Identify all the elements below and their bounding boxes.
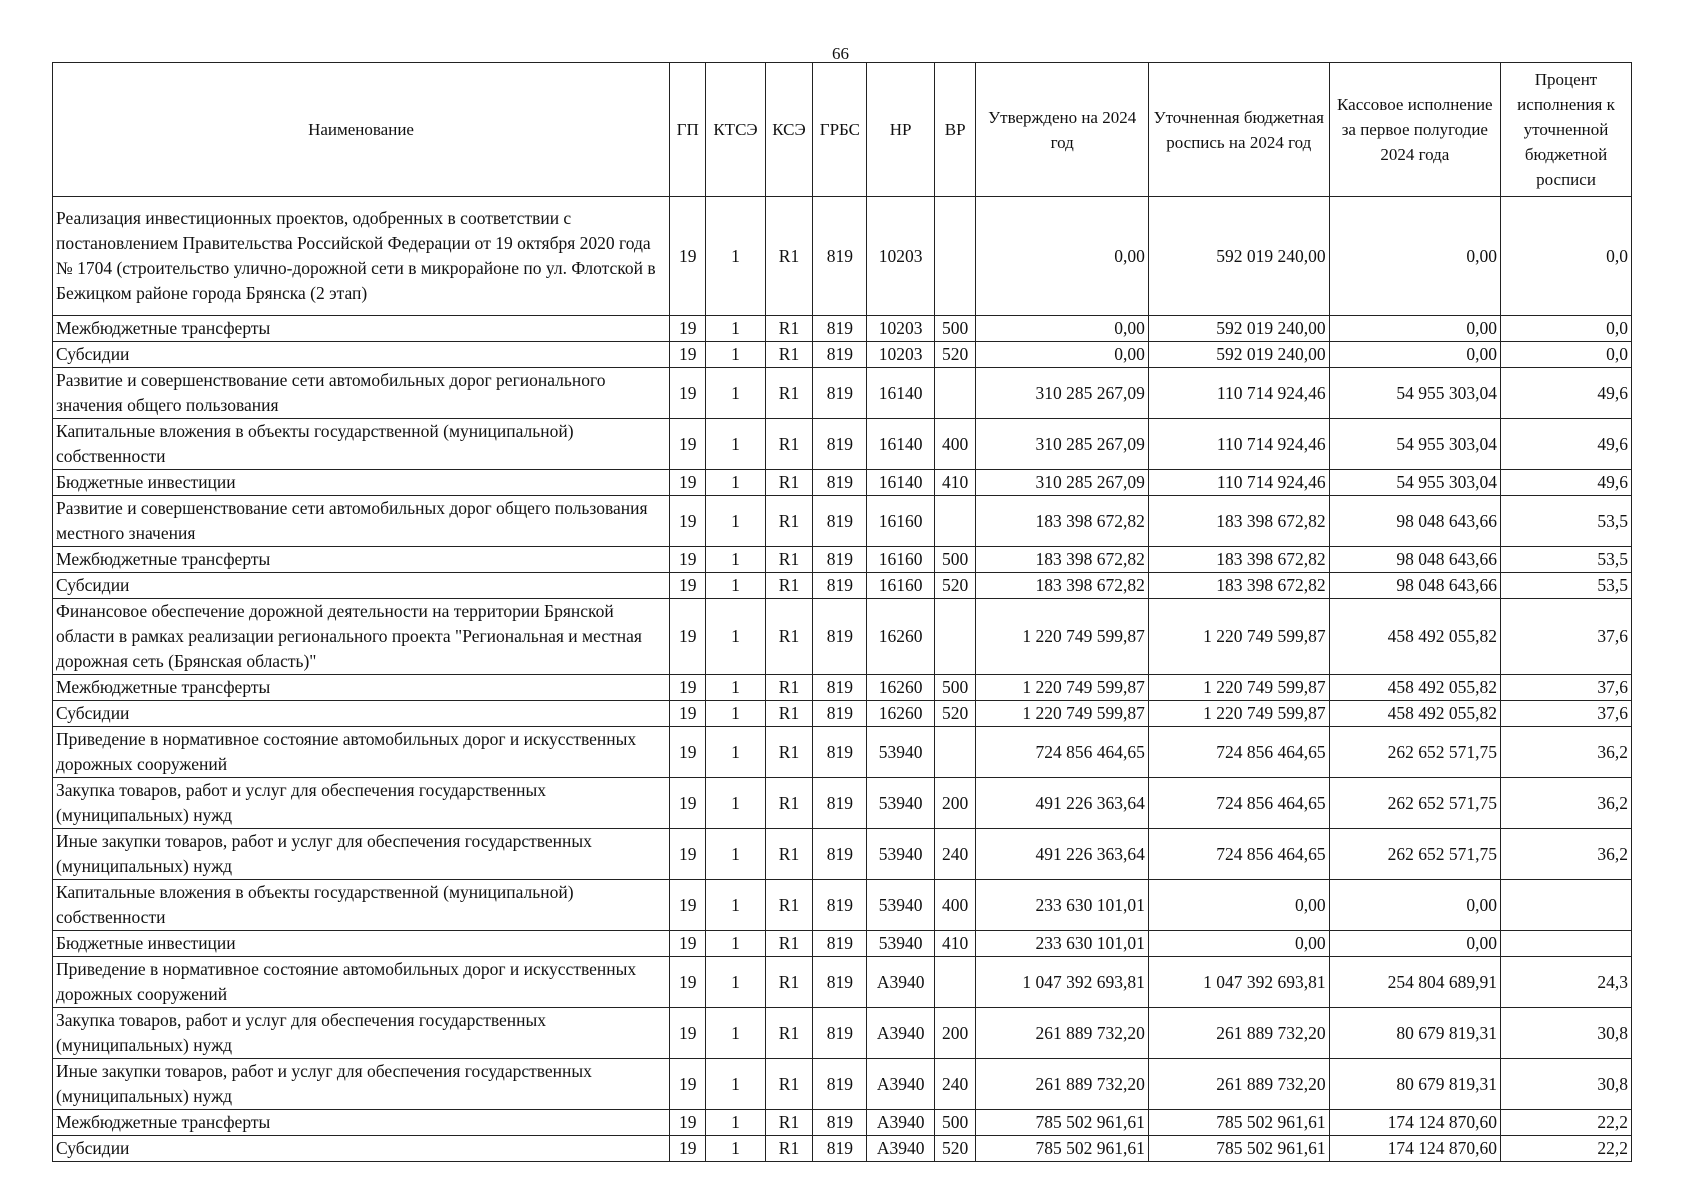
cell-ktse: 1	[706, 197, 765, 316]
cell-vr: 500	[934, 316, 976, 342]
cell-refined: 1 047 392 693,81	[1148, 957, 1329, 1008]
cell-percent: 0,0	[1501, 342, 1632, 368]
cell-refined: 0,00	[1148, 880, 1329, 931]
cell-name: Развитие и совершенствование сети автомобильных дорог общего пользования местного значения	[53, 496, 670, 547]
cell-kse: R1	[765, 1110, 813, 1136]
cell-vr: 500	[934, 675, 976, 701]
cell-gp: 19	[670, 829, 706, 880]
cell-gp: 19	[670, 547, 706, 573]
table-row	[53, 931, 1632, 957]
cell-kse: R1	[765, 368, 813, 419]
cell-nr: А3940	[867, 1059, 935, 1110]
cell-cash: 458 492 055,82	[1329, 675, 1500, 701]
table-row	[53, 1136, 1632, 1162]
table-body	[53, 197, 1632, 1162]
cell-refined: 592 019 240,00	[1148, 197, 1329, 316]
table-row	[53, 675, 1632, 701]
cell-kse: R1	[765, 880, 813, 931]
cell-kse: R1	[765, 727, 813, 778]
cell-ktse: 1	[706, 701, 765, 727]
table-row	[53, 701, 1632, 727]
cell-refined: 110 714 924,46	[1148, 470, 1329, 496]
cell-grbs: 819	[813, 1008, 867, 1059]
cell-nr: 53940	[867, 829, 935, 880]
cell-grbs: 819	[813, 368, 867, 419]
cell-cash: 54 955 303,04	[1329, 419, 1500, 470]
cell-ktse: 1	[706, 1110, 765, 1136]
cell-vr	[934, 496, 976, 547]
table-row	[53, 727, 1632, 778]
cell-nr: А3940	[867, 957, 935, 1008]
cell-grbs: 819	[813, 197, 867, 316]
header-ktse: КТСЭ	[706, 63, 765, 197]
cell-gp: 19	[670, 701, 706, 727]
cell-nr: 53940	[867, 880, 935, 931]
cell-nr: А3940	[867, 1110, 935, 1136]
cell-name: Межбюджетные трансферты	[53, 675, 670, 701]
cell-gp: 19	[670, 342, 706, 368]
cell-cash: 98 048 643,66	[1329, 496, 1500, 547]
cell-name: Субсидии	[53, 573, 670, 599]
cell-cash: 262 652 571,75	[1329, 778, 1500, 829]
cell-grbs: 819	[813, 880, 867, 931]
cell-ktse: 1	[706, 1008, 765, 1059]
cell-percent	[1501, 931, 1632, 957]
cell-grbs: 819	[813, 701, 867, 727]
cell-kse: R1	[765, 316, 813, 342]
cell-percent: 53,5	[1501, 547, 1632, 573]
cell-name: Развитие и совершенствование сети автомобильных дорог регионального значения общего пользования	[53, 368, 670, 419]
cell-cash: 54 955 303,04	[1329, 368, 1500, 419]
cell-refined: 183 398 672,82	[1148, 573, 1329, 599]
cell-kse: R1	[765, 496, 813, 547]
cell-approved: 233 630 101,01	[976, 931, 1148, 957]
table-row	[53, 829, 1632, 880]
cell-gp: 19	[670, 675, 706, 701]
cell-grbs: 819	[813, 496, 867, 547]
cell-ktse: 1	[706, 599, 765, 675]
cell-vr: 200	[934, 1008, 976, 1059]
cell-gp: 19	[670, 1008, 706, 1059]
cell-ktse: 1	[706, 1136, 765, 1162]
cell-vr: 400	[934, 419, 976, 470]
cell-gp: 19	[670, 470, 706, 496]
cell-refined: 110 714 924,46	[1148, 368, 1329, 419]
cell-name: Капитальные вложения в объекты государственной (муниципальной) собственности	[53, 880, 670, 931]
cell-approved: 310 285 267,09	[976, 470, 1148, 496]
cell-vr: 520	[934, 342, 976, 368]
cell-refined: 1 220 749 599,87	[1148, 701, 1329, 727]
cell-cash: 0,00	[1329, 931, 1500, 957]
cell-kse: R1	[765, 547, 813, 573]
cell-gp: 19	[670, 880, 706, 931]
page-number: 66	[832, 44, 849, 63]
cell-approved: 183 398 672,82	[976, 573, 1148, 599]
cell-name: Иные закупки товаров, работ и услуг для обеспечения государственных (муниципальных) нужд	[53, 829, 670, 880]
cell-name: Приведение в нормативное состояние автомобильных дорог и искусственных дорожных сооружений	[53, 957, 670, 1008]
cell-approved: 261 889 732,20	[976, 1008, 1148, 1059]
cell-name: Закупка товаров, работ и услуг для обеспечения государственных (муниципальных) нужд	[53, 1008, 670, 1059]
cell-kse: R1	[765, 931, 813, 957]
cell-ktse: 1	[706, 829, 765, 880]
cell-vr: 410	[934, 931, 976, 957]
cell-ktse: 1	[706, 931, 765, 957]
cell-gp: 19	[670, 727, 706, 778]
cell-approved: 724 856 464,65	[976, 727, 1148, 778]
cell-name: Финансовое обеспечение дорожной деятельности на территории Брянской области в рамках реализации регионального проекта "Региональная и местная дорожная сеть (Брянская область)"	[53, 599, 670, 675]
cell-percent: 53,5	[1501, 496, 1632, 547]
cell-name: Межбюджетные трансферты	[53, 316, 670, 342]
cell-vr: 520	[934, 573, 976, 599]
cell-nr: 16140	[867, 419, 935, 470]
cell-ktse: 1	[706, 573, 765, 599]
cell-percent: 49,6	[1501, 419, 1632, 470]
cell-gp: 19	[670, 419, 706, 470]
cell-cash: 458 492 055,82	[1329, 701, 1500, 727]
cell-ktse: 1	[706, 727, 765, 778]
cell-vr: 240	[934, 829, 976, 880]
table-row	[53, 368, 1632, 419]
budget-table	[52, 62, 1632, 1162]
cell-kse: R1	[765, 829, 813, 880]
cell-percent: 22,2	[1501, 1136, 1632, 1162]
cell-cash: 54 955 303,04	[1329, 470, 1500, 496]
cell-grbs: 819	[813, 675, 867, 701]
cell-grbs: 819	[813, 1136, 867, 1162]
cell-kse: R1	[765, 957, 813, 1008]
cell-grbs: 819	[813, 1059, 867, 1110]
cell-name: Закупка товаров, работ и услуг для обеспечения государственных (муниципальных) нужд	[53, 778, 670, 829]
cell-approved: 261 889 732,20	[976, 1059, 1148, 1110]
cell-grbs: 819	[813, 599, 867, 675]
cell-cash: 98 048 643,66	[1329, 573, 1500, 599]
cell-grbs: 819	[813, 316, 867, 342]
cell-kse: R1	[765, 599, 813, 675]
cell-name: Межбюджетные трансферты	[53, 547, 670, 573]
cell-approved: 785 502 961,61	[976, 1136, 1148, 1162]
cell-grbs: 819	[813, 829, 867, 880]
cell-percent: 36,2	[1501, 727, 1632, 778]
header-nr: НР	[867, 63, 935, 197]
cell-vr: 400	[934, 880, 976, 931]
header-grbs: ГРБС	[813, 63, 867, 197]
cell-grbs: 819	[813, 419, 867, 470]
cell-grbs: 819	[813, 342, 867, 368]
cell-ktse: 1	[706, 496, 765, 547]
cell-gp: 19	[670, 316, 706, 342]
table-row	[53, 547, 1632, 573]
cell-approved: 0,00	[976, 197, 1148, 316]
cell-cash: 0,00	[1329, 197, 1500, 316]
cell-ktse: 1	[706, 880, 765, 931]
cell-gp: 19	[670, 1136, 706, 1162]
cell-vr: 500	[934, 1110, 976, 1136]
cell-refined: 592 019 240,00	[1148, 316, 1329, 342]
table-row	[53, 1110, 1632, 1136]
cell-nr: 16140	[867, 470, 935, 496]
cell-percent: 36,2	[1501, 829, 1632, 880]
cell-kse: R1	[765, 1136, 813, 1162]
cell-refined: 183 398 672,82	[1148, 496, 1329, 547]
cell-vr: 240	[934, 1059, 976, 1110]
cell-name: Межбюджетные трансферты	[53, 1110, 670, 1136]
cell-vr	[934, 599, 976, 675]
cell-kse: R1	[765, 470, 813, 496]
cell-percent: 0,0	[1501, 316, 1632, 342]
cell-refined: 1 220 749 599,87	[1148, 599, 1329, 675]
header-percent: Процент исполнения к уточненной бюджетной росписи	[1501, 63, 1632, 197]
cell-kse: R1	[765, 1008, 813, 1059]
cell-percent: 0,0	[1501, 197, 1632, 316]
cell-gp: 19	[670, 573, 706, 599]
cell-cash: 80 679 819,31	[1329, 1059, 1500, 1110]
table-row	[53, 599, 1632, 675]
cell-kse: R1	[765, 197, 813, 316]
cell-nr: 16260	[867, 675, 935, 701]
cell-name: Иные закупки товаров, работ и услуг для обеспечения государственных (муниципальных) нужд	[53, 1059, 670, 1110]
cell-nr: А3940	[867, 1008, 935, 1059]
cell-approved: 183 398 672,82	[976, 496, 1148, 547]
cell-approved: 183 398 672,82	[976, 547, 1148, 573]
cell-vr: 500	[934, 547, 976, 573]
cell-refined: 724 856 464,65	[1148, 829, 1329, 880]
cell-nr: 10203	[867, 342, 935, 368]
cell-vr: 200	[934, 778, 976, 829]
cell-grbs: 819	[813, 1110, 867, 1136]
cell-refined: 183 398 672,82	[1148, 547, 1329, 573]
table-row	[53, 957, 1632, 1008]
table-header	[53, 63, 1632, 197]
cell-cash: 174 124 870,60	[1329, 1110, 1500, 1136]
header-name: Наименование	[53, 63, 670, 197]
cell-name: Бюджетные инвестиции	[53, 470, 670, 496]
table-row	[53, 197, 1632, 316]
cell-name: Бюджетные инвестиции	[53, 931, 670, 957]
header-cash: Кассовое исполнение за первое полугодие 2024 года	[1329, 63, 1500, 197]
cell-ktse: 1	[706, 957, 765, 1008]
cell-gp: 19	[670, 957, 706, 1008]
header-approved: Утверждено на 2024 год	[976, 63, 1148, 197]
header-vr: ВР	[934, 63, 976, 197]
cell-refined: 261 889 732,20	[1148, 1008, 1329, 1059]
cell-gp: 19	[670, 931, 706, 957]
cell-approved: 310 285 267,09	[976, 368, 1148, 419]
cell-percent: 37,6	[1501, 701, 1632, 727]
cell-nr: 53940	[867, 931, 935, 957]
cell-vr	[934, 727, 976, 778]
cell-grbs: 819	[813, 470, 867, 496]
cell-nr: 16160	[867, 573, 935, 599]
cell-nr: 16260	[867, 599, 935, 675]
cell-approved: 785 502 961,61	[976, 1110, 1148, 1136]
cell-percent: 53,5	[1501, 573, 1632, 599]
cell-gp: 19	[670, 778, 706, 829]
cell-vr: 410	[934, 470, 976, 496]
cell-cash: 0,00	[1329, 316, 1500, 342]
table-row	[53, 1059, 1632, 1110]
cell-vr	[934, 197, 976, 316]
cell-approved: 233 630 101,01	[976, 880, 1148, 931]
cell-nr: 16160	[867, 547, 935, 573]
cell-approved: 1 220 749 599,87	[976, 701, 1148, 727]
cell-percent: 22,2	[1501, 1110, 1632, 1136]
cell-nr: 53940	[867, 778, 935, 829]
table-row	[53, 316, 1632, 342]
cell-nr: 16260	[867, 701, 935, 727]
cell-approved: 0,00	[976, 316, 1148, 342]
cell-refined: 261 889 732,20	[1148, 1059, 1329, 1110]
cell-gp: 19	[670, 368, 706, 419]
cell-nr: 10203	[867, 197, 935, 316]
cell-approved: 1 220 749 599,87	[976, 675, 1148, 701]
cell-cash: 254 804 689,91	[1329, 957, 1500, 1008]
cell-refined: 1 220 749 599,87	[1148, 675, 1329, 701]
cell-nr: 53940	[867, 727, 935, 778]
cell-ktse: 1	[706, 675, 765, 701]
cell-gp: 19	[670, 496, 706, 547]
cell-refined: 785 502 961,61	[1148, 1110, 1329, 1136]
cell-approved: 310 285 267,09	[976, 419, 1148, 470]
cell-grbs: 819	[813, 727, 867, 778]
cell-name: Субсидии	[53, 701, 670, 727]
cell-grbs: 819	[813, 931, 867, 957]
cell-cash: 80 679 819,31	[1329, 1008, 1500, 1059]
cell-kse: R1	[765, 573, 813, 599]
cell-ktse: 1	[706, 316, 765, 342]
cell-refined: 110 714 924,46	[1148, 419, 1329, 470]
cell-approved: 491 226 363,64	[976, 829, 1148, 880]
cell-percent: 49,6	[1501, 470, 1632, 496]
cell-name: Субсидии	[53, 342, 670, 368]
cell-percent: 37,6	[1501, 599, 1632, 675]
cell-nr: А3940	[867, 1136, 935, 1162]
cell-cash: 262 652 571,75	[1329, 727, 1500, 778]
cell-gp: 19	[670, 599, 706, 675]
cell-cash: 98 048 643,66	[1329, 547, 1500, 573]
cell-cash: 174 124 870,60	[1329, 1136, 1500, 1162]
cell-gp: 19	[670, 197, 706, 316]
cell-kse: R1	[765, 778, 813, 829]
cell-cash: 458 492 055,82	[1329, 599, 1500, 675]
header-refined: Уточненная бюджетная роспись на 2024 год	[1148, 63, 1329, 197]
cell-kse: R1	[765, 342, 813, 368]
cell-refined: 785 502 961,61	[1148, 1136, 1329, 1162]
table-row	[53, 419, 1632, 470]
cell-percent: 30,8	[1501, 1008, 1632, 1059]
cell-refined: 0,00	[1148, 931, 1329, 957]
cell-kse: R1	[765, 419, 813, 470]
cell-percent	[1501, 880, 1632, 931]
cell-kse: R1	[765, 675, 813, 701]
cell-approved: 0,00	[976, 342, 1148, 368]
cell-kse: R1	[765, 701, 813, 727]
cell-name: Капитальные вложения в объекты государственной (муниципальной) собственности	[53, 419, 670, 470]
cell-percent: 49,6	[1501, 368, 1632, 419]
cell-ktse: 1	[706, 547, 765, 573]
cell-gp: 19	[670, 1059, 706, 1110]
cell-gp: 19	[670, 1110, 706, 1136]
cell-percent: 24,3	[1501, 957, 1632, 1008]
cell-percent: 30,8	[1501, 1059, 1632, 1110]
cell-refined: 592 019 240,00	[1148, 342, 1329, 368]
header-kse: КСЭ	[765, 63, 813, 197]
cell-grbs: 819	[813, 547, 867, 573]
cell-vr	[934, 368, 976, 419]
cell-cash: 0,00	[1329, 342, 1500, 368]
header-gp: ГП	[670, 63, 706, 197]
cell-name: Приведение в нормативное состояние автомобильных дорог и искусственных дорожных сооружений	[53, 727, 670, 778]
cell-vr	[934, 957, 976, 1008]
cell-nr: 10203	[867, 316, 935, 342]
table-row	[53, 496, 1632, 547]
table-row	[53, 573, 1632, 599]
cell-refined: 724 856 464,65	[1148, 778, 1329, 829]
cell-approved: 491 226 363,64	[976, 778, 1148, 829]
cell-ktse: 1	[706, 778, 765, 829]
cell-percent: 36,2	[1501, 778, 1632, 829]
cell-name: Субсидии	[53, 1136, 670, 1162]
table-row	[53, 470, 1632, 496]
cell-ktse: 1	[706, 419, 765, 470]
cell-kse: R1	[765, 1059, 813, 1110]
cell-approved: 1 220 749 599,87	[976, 599, 1148, 675]
table-row	[53, 1008, 1632, 1059]
cell-ktse: 1	[706, 342, 765, 368]
cell-vr: 520	[934, 701, 976, 727]
table-row	[53, 342, 1632, 368]
cell-percent: 37,6	[1501, 675, 1632, 701]
cell-ktse: 1	[706, 368, 765, 419]
cell-nr: 16160	[867, 496, 935, 547]
cell-nr: 16140	[867, 368, 935, 419]
cell-cash: 0,00	[1329, 880, 1500, 931]
cell-refined: 724 856 464,65	[1148, 727, 1329, 778]
cell-cash: 262 652 571,75	[1329, 829, 1500, 880]
cell-ktse: 1	[706, 470, 765, 496]
cell-grbs: 819	[813, 957, 867, 1008]
table-row	[53, 778, 1632, 829]
cell-grbs: 819	[813, 573, 867, 599]
cell-ktse: 1	[706, 1059, 765, 1110]
cell-approved: 1 047 392 693,81	[976, 957, 1148, 1008]
cell-grbs: 819	[813, 778, 867, 829]
cell-name: Реализация инвестиционных проектов, одобренных в соответствии с постановлением Правительства Российской Федерации от 19 октября 2020 года № 1704 (строительство улично-дорожной сети в микрорайоне по ул. Флотской в Бежицком районе города Брянска (2 этап)	[53, 197, 670, 316]
cell-vr: 520	[934, 1136, 976, 1162]
table-row	[53, 880, 1632, 931]
